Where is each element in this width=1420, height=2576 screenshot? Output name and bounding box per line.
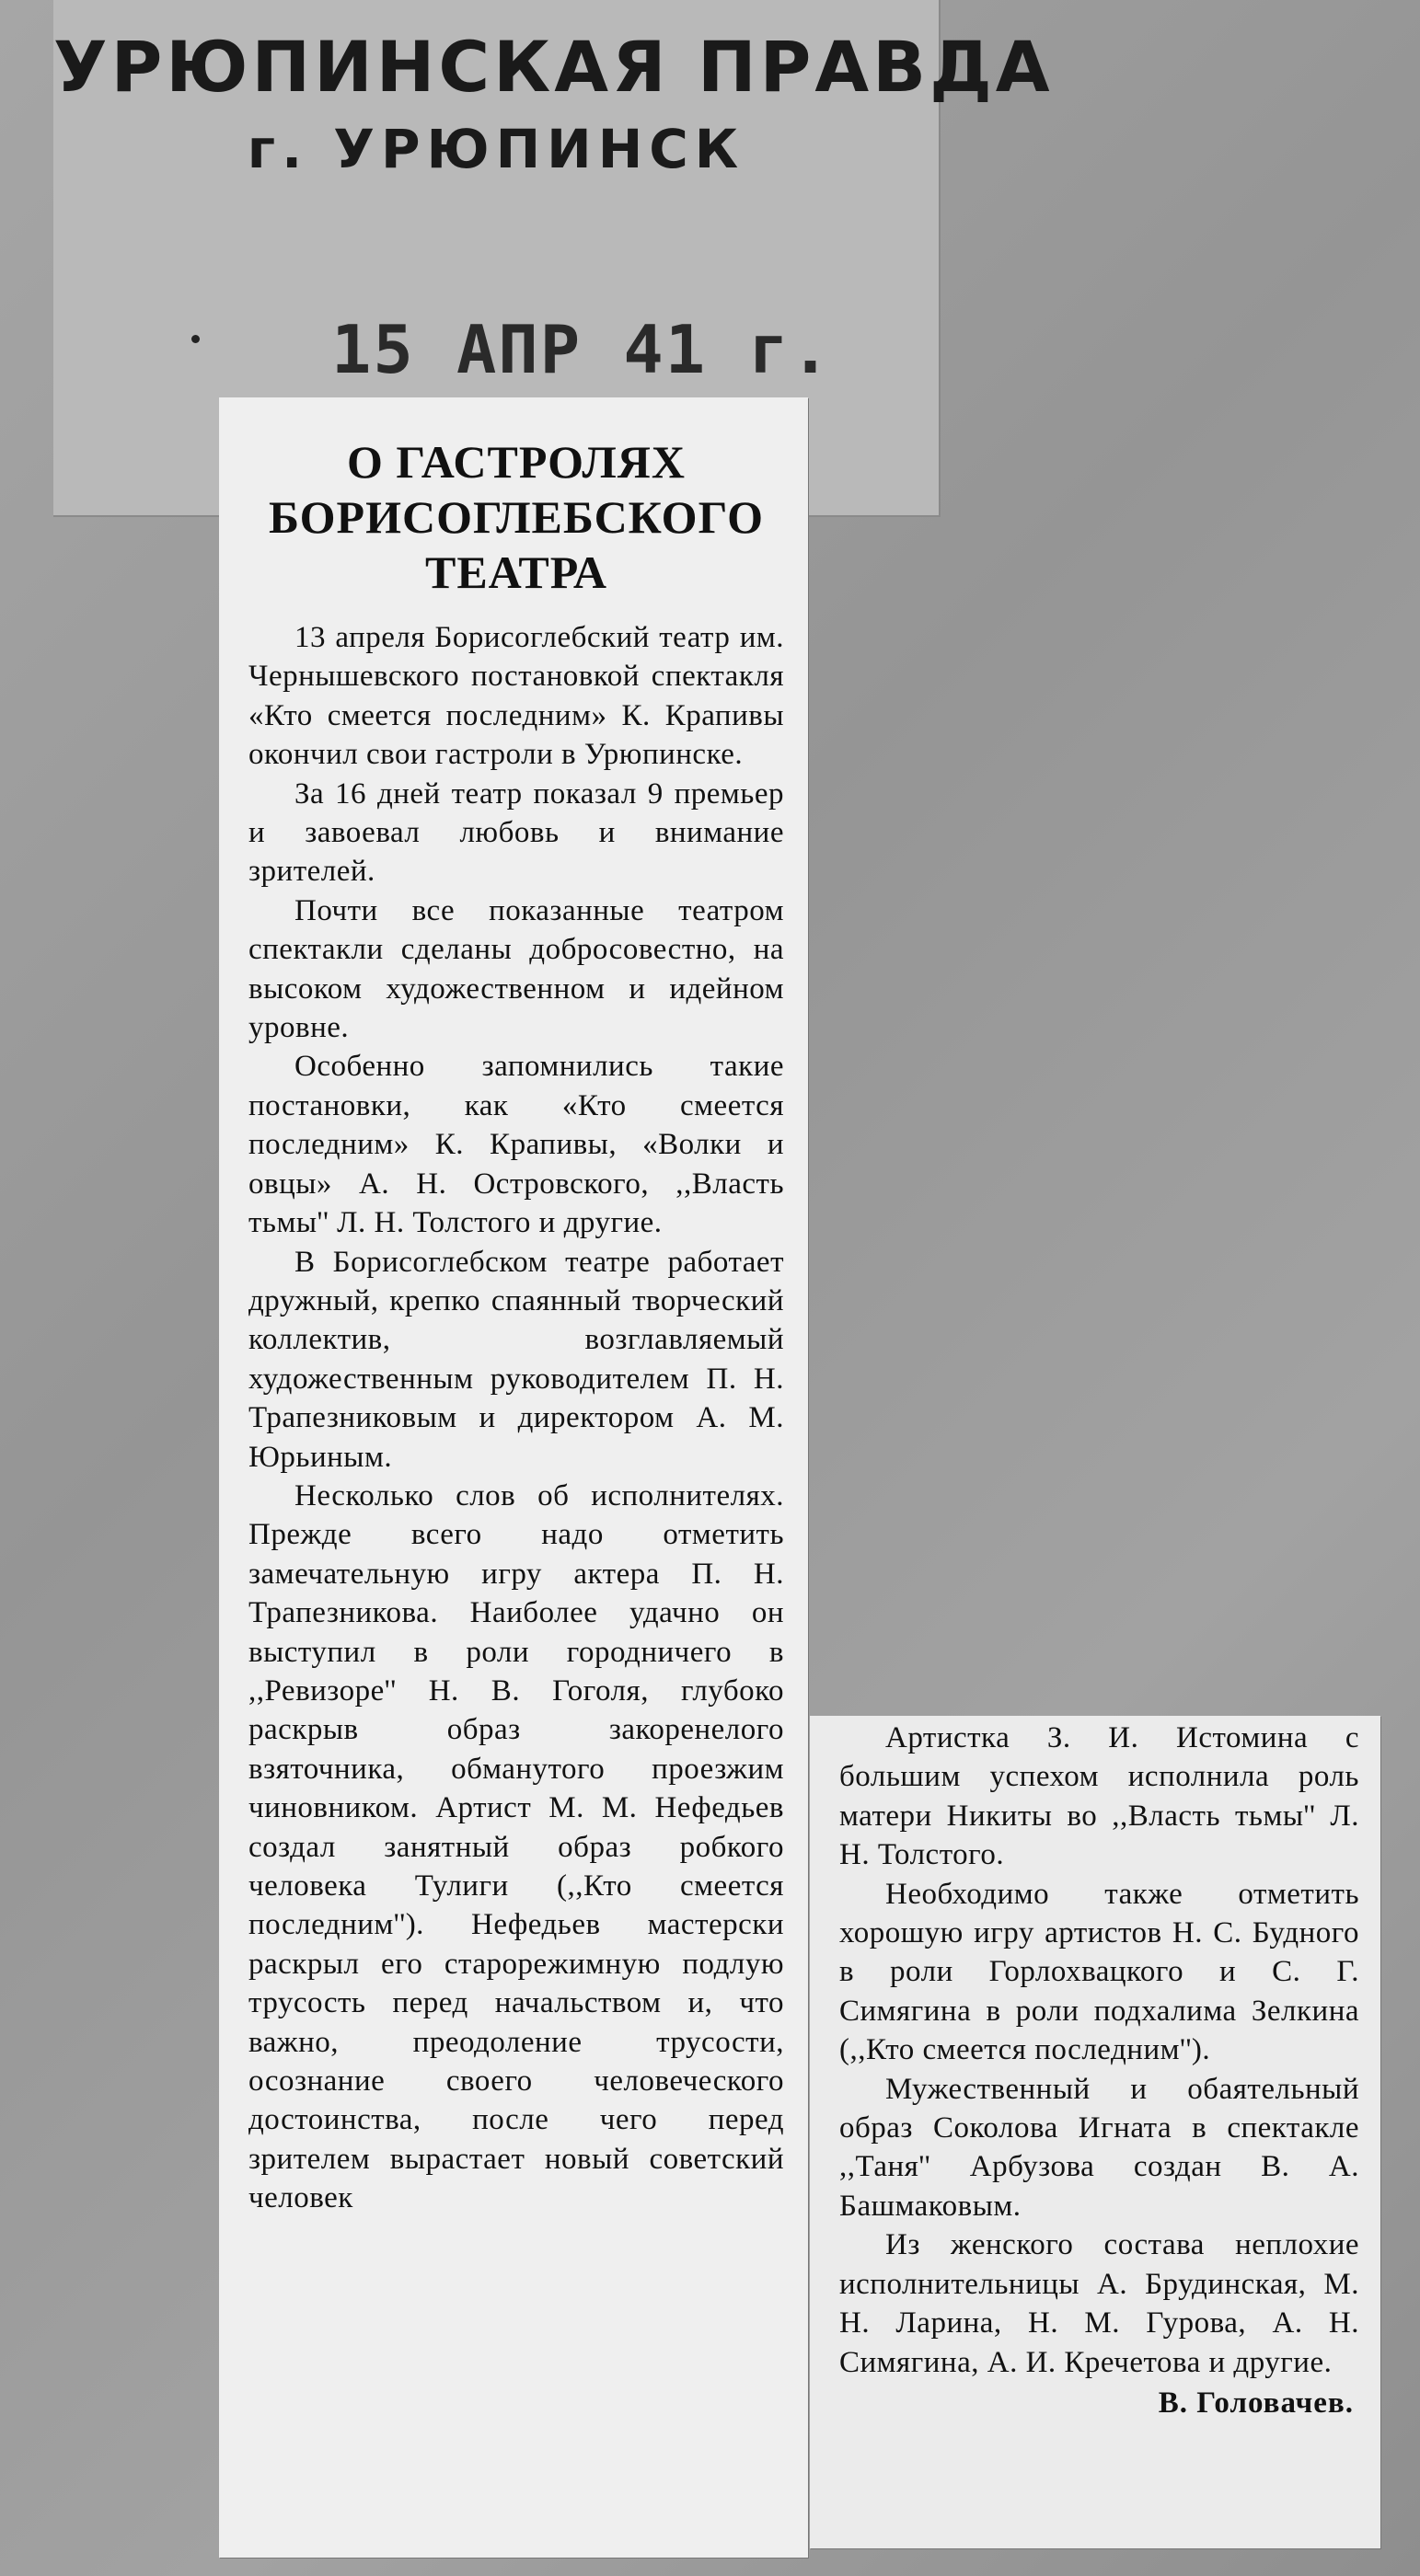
article-main-column: [248, 434, 784, 2218]
ink-dot: [191, 335, 200, 343]
date-stamp: 15 АПР 41 г.: [331, 311, 833, 388]
article-paragraph: Мужественный и обаятельный образ Соколова Игната в спектакле ,,Таня'' Арбузова создан В. А. Башмаковым.: [839, 2072, 1359, 2223]
article-paragraph: Особенно запомнились такие постановки, как «Кто смеется последним» К. Крапивы, «Волки и овцы» А. Н. Островского, ,,Власть тьмы'' Л. Н. Толстого и другие.: [248, 1050, 784, 1240]
article-paragraph: 13 апреля Борисоглебский театр им. Чернышевского постановкой спектакля «Кто смеется последним» К. Крапивы окончил свои гастроли в Урюпинске.: [248, 621, 784, 772]
author-signature: В. Головачев.: [1158, 2386, 1354, 2420]
article-paragraph: За 16 дней театр показал 9 премьер и завоевал любовь и внимание зрителей.: [248, 776, 784, 889]
newspaper-city: г. УРЮПИНСК: [247, 118, 745, 180]
headline-line: О ГАСТРОЛЯХ: [347, 436, 686, 488]
article-paragraph: В Борисоглебском театре работает дружный, крепко спаянный творческий коллектив, возглавляемый художественным руководителем П. Н. Трапезниковым и директором А. М. Юрьиным.: [248, 1245, 784, 1474]
article-paragraph: Почти все показанные театром спектакли сделаны добросовестно, на высоком художественном и идейном уровне.: [248, 893, 784, 1045]
headline-line: БОРИСОГЛЕБСКОГО: [268, 491, 765, 543]
article-paragraph: Артистка З. И. Истомина с большим успехом исполнила роль матери Никиты во ,,Власть тьмы'' Л. Н. Толстого.: [839, 1721, 1359, 1872]
article-paragraph: Необходимо также отметить хорошую игру артистов Н. С. Будного в роли Горлохвацкого и С. Г. Симягина в роли подхалима Зелкина (,,Кто смеется последним'').: [839, 1877, 1359, 2067]
article-paragraph: Из женского состава неплохие исполнительницы А. Брудинская, М. Н. Ларина, Н. М. Гурова, А. Н. Симягина, А. И. Кречетова и другие.: [839, 2228, 1359, 2379]
headline-line: ТЕАТРА: [424, 546, 608, 598]
article-side-column: [839, 1719, 1359, 2422]
article-paragraph: Несколько слов об исполнителях. Прежде всего надо отметить замечательную игру актера П. Н. Трапезникова. Наиболее удачно он выступил в роли городничего в ,,Ревизоре'' Н. В. Гоголя, глубоко раскрыв образ закоренелого взяточника, обманутого проезжим чиновником. Артист М. М. Нефедьев создал занятный образ робкого человека Тулиги (,,Кто смеется последним''). Нефедьев мастерски раскрыл его старорежимную подлую трусость перед начальством и, что важно, преодоление трусости, осознание своего человеческого достоинства, после чего перед зрителем вырастает новый советский человек: [248, 1478, 784, 2215]
article-headline: [248, 434, 784, 600]
article-clipping-main: [219, 397, 808, 2558]
article-clipping-continuation: [810, 1716, 1380, 2548]
newspaper-name: УРЮПИНСКАЯ ПРАВДА: [53, 26, 1054, 108]
